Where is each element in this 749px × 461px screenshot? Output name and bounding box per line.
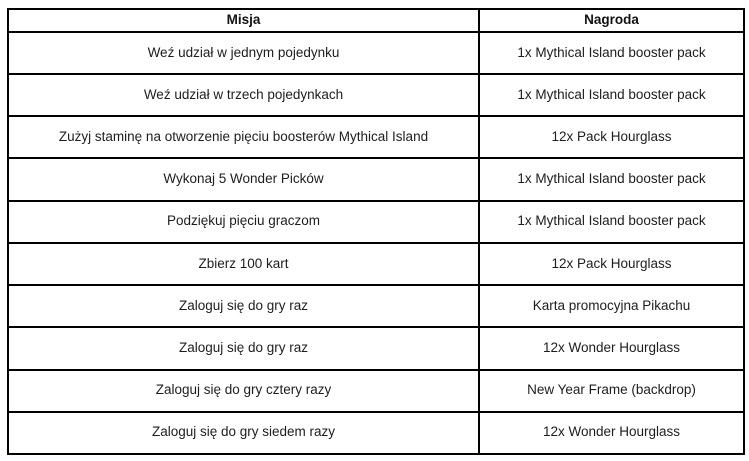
reward-cell: 12x Wonder Hourglass — [479, 327, 744, 369]
column-header-mission: Misja — [8, 9, 479, 32]
reward-cell: 1x Mythical Island booster pack — [479, 32, 744, 74]
table-row — [8, 201, 744, 243]
table-header-row — [8, 9, 744, 32]
table-row — [8, 243, 744, 285]
reward-cell: 1x Mythical Island booster pack — [479, 74, 744, 116]
reward-cell: 1x Mythical Island booster pack — [479, 201, 744, 243]
mission-cell: Zużyj staminę na otworzenie pięciu boosterów Mythical Island — [8, 116, 479, 158]
reward-cell: 12x Pack Hourglass — [479, 116, 744, 158]
reward-cell: New Year Frame (backdrop) — [479, 370, 744, 412]
table-row — [8, 116, 744, 158]
reward-cell: 12x Wonder Hourglass — [479, 412, 744, 454]
mission-cell: Zaloguj się do gry siedem razy — [8, 412, 479, 454]
mission-cell: Zaloguj się do gry cztery razy — [8, 370, 479, 412]
reward-cell: 12x Pack Hourglass — [479, 243, 744, 285]
table-row — [8, 158, 744, 200]
missions-rewards-table — [7, 8, 745, 455]
mission-cell: Podziękuj pięciu graczom — [8, 201, 479, 243]
table-row — [8, 412, 744, 454]
table-row — [8, 32, 744, 74]
reward-cell: Karta promocyjna Pikachu — [479, 285, 744, 327]
table-row — [8, 327, 744, 369]
reward-cell: 1x Mythical Island booster pack — [479, 158, 744, 200]
mission-cell: Zaloguj się do gry raz — [8, 327, 479, 369]
table-row — [8, 370, 744, 412]
mission-cell: Zbierz 100 kart — [8, 243, 479, 285]
mission-cell: Zaloguj się do gry raz — [8, 285, 479, 327]
table-row — [8, 74, 744, 116]
column-header-reward: Nagroda — [479, 9, 744, 32]
mission-cell: Weź udział w jednym pojedynku — [8, 32, 479, 74]
mission-cell: Weź udział w trzech pojedynkach — [8, 74, 479, 116]
table-row — [8, 285, 744, 327]
mission-cell: Wykonaj 5 Wonder Picków — [8, 158, 479, 200]
